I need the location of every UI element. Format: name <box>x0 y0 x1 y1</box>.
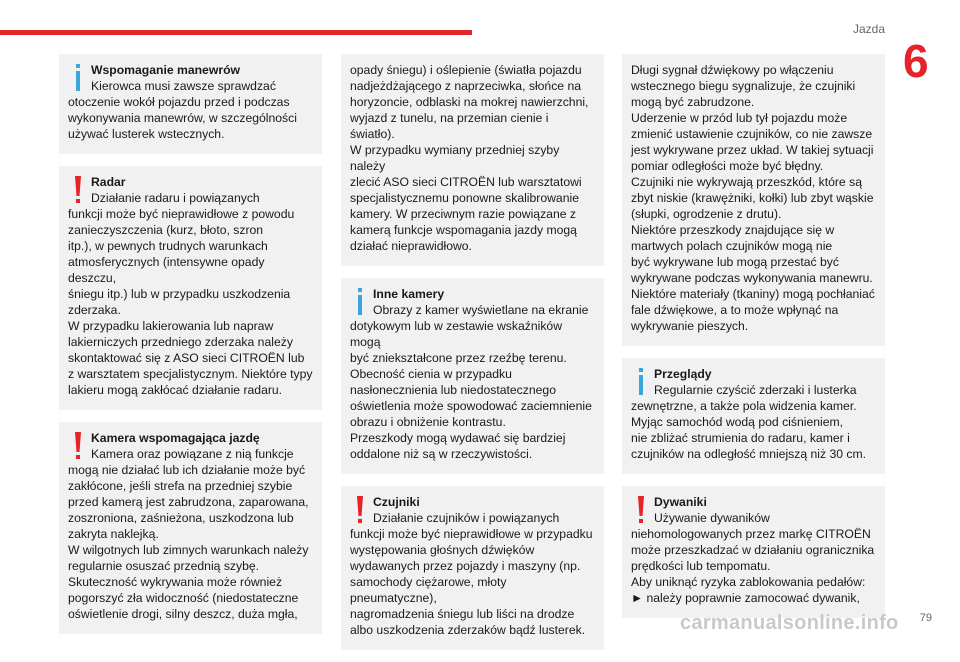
note-first-line: Obrazy z kamer wyświetlane na ekranie <box>373 303 589 317</box>
warning-icon <box>634 495 648 525</box>
warning-note <box>59 422 322 634</box>
info-icon <box>634 367 648 397</box>
column-2 <box>341 54 604 662</box>
info-icon <box>71 63 85 93</box>
note-continuation <box>341 54 604 266</box>
note-body: mogą nie działać lub ich działanie może być zakłócone, jeśli strefa na przedniej szybie przed kamerą jest zabrudzona, zaparowana, zoszroniona, zaśnieżona, uszkodzona lub zakryta naklejką. W wilgotnych lub zimnych warunkach należy regularnie osuszać przednią szybę. Skuteczność wykrywania może również pogorszyć zła widoczność (niedostateczne oświetlenie drogi, silny deszcz, duża mgła, <box>68 463 309 621</box>
note-first-line: Regularnie czyścić zderzaki i lusterka <box>654 383 857 397</box>
accent-bar <box>0 30 472 35</box>
note-body: niehomologowanych przez markę CITROËN może przeszkadzać w działaniu ogranicznika prędkości lub tempomatu. Aby uniknąć ryzyka zablokowania pedałów: ► należy poprawnie zamocować dywanik, <box>631 527 875 605</box>
info-note <box>622 358 885 474</box>
note-body: opady śniegu) i oślepienie (światła pojazdu nadjeżdżającego z naprzeciwka, słońce na horyzoncie, odblaski na mokrej nawierzchni, wyjazd z tunelu, na przemian cienie i światło). W przypadku wymiany przedniej szyby należy zlecić ASO sieci CITROËN lub warsztatowi specjalistycznemu ponowne skalibrowanie kamery. W przeciwnym razie powiązane z kamerą funkcje wspomagania jazdy mogą działać nieprawidłowo. <box>350 63 589 253</box>
note-first-line: Działanie radaru i powiązanych <box>91 191 260 205</box>
chapter-title: Jazda <box>852 22 885 36</box>
note-body: funkcji może być nieprawidłowe z powodu zanieczyszczenia (kurz, błoto, szron itp.), w pewnych trudnych warunkach atmosferycznych (intensywne opady deszczu, śniegu itp.) lub w przypadku uszkodzenia zderzaka. W przypadku lakierowania lub napraw lakierniczych przedniego zderzaka należy skontaktować się z ASO sieci CITROËN lub z warsztatem specjalistycznym. Niektóre typy lakieru mogą zakłócać działanie radaru. <box>68 207 313 397</box>
info-icon <box>353 287 367 317</box>
note-first-line: Działanie czujników i powiązanych <box>373 511 560 525</box>
warning-note <box>341 486 604 650</box>
info-note <box>341 278 604 474</box>
info-note <box>59 54 322 154</box>
note-first-line: Kierowca musi zawsze sprawdzać <box>91 79 276 93</box>
note-title: Inne kamery <box>373 287 445 301</box>
column-1 <box>59 54 322 646</box>
note-first-line: Kamera oraz powiązane z nią funkcje <box>91 447 294 461</box>
note-title: Kamera wspomagająca jazdę <box>91 431 260 445</box>
note-title: Czujniki <box>373 495 420 509</box>
warning-note <box>622 486 885 618</box>
note-title: Radar <box>91 175 126 189</box>
note-continuation <box>622 54 885 346</box>
note-title: Dywaniki <box>654 495 707 509</box>
note-body: funkcji może być nieprawidłowe w przypadku występowania głośnych dźwięków wydawanych przez pojazdy i maszyny (np. samochody ciężarowe, młoty pneumatyczne), nagromadzenia śniegu lub liści na drodze albo uszkodzenia zderzaków bądź lusterek. <box>350 527 593 637</box>
column-3 <box>622 54 885 630</box>
note-body: zewnętrzne, a także pola widzenia kamer. Myjąc samochód wodą pod ciśnieniem, nie zbliżać strumienia do radaru, kamer i czujników na odległość mniejszą niż 30 cm. <box>631 399 867 461</box>
note-body: dotykowym lub w zestawie wskaźników mogą być zniekształcone przez rzeźbę terenu. Obecność cienia w przypadku nasłonecznienia lub niedostatecznego oświetlenia może spowodować zaciemnienie obrazu i obniżenie kontrastu. Przeszkody mogą wydawać się bardziej oddalone niż są w rzeczywistości. <box>350 319 592 461</box>
warning-icon <box>71 431 85 461</box>
warning-icon <box>71 175 85 205</box>
watermark: carmanualsonline.info <box>680 612 899 634</box>
warning-note <box>59 166 322 410</box>
warning-icon <box>353 495 367 525</box>
page-number: 79 <box>919 612 932 624</box>
note-body: otoczenie wokół pojazdu przed i podczas wykonywania manewrów, w szczególności używać lusterek wstecznych. <box>68 95 297 141</box>
note-title: Przeglądy <box>654 367 712 381</box>
note-title: Wspomaganie manewrów <box>91 63 240 77</box>
note-first-line: Używanie dywaników <box>654 511 770 525</box>
chapter-number: 6 <box>903 35 929 87</box>
note-body: Długi sygnał dźwiękowy po włączeniu wstecznego biegu sygnalizuje, że czujniki mogą być zabrudzone. Uderzenie w przód lub tył pojazdu może zmienić ustawienie czujników, co nie zawsze jest wykrywane przez układ. W takiej sytuacji pomiar odległości może być błędny. Czujniki nie wykrywają przeszkód, które są zbyt niskie (krawężniki, kołki) lub zbyt wąskie (słupki, ogrodzenie z drutu). Niektóre przeszkody znajdujące się w martwych polach czujników mogą nie być wykrywane lub mogą przestać być wykrywane podczas wykonywania manewru. Niektóre materiały (tkaniny) mogą pochłaniać fale dźwiękowe, a to może wpłynąć na wykrywanie pieszych. <box>631 63 875 333</box>
